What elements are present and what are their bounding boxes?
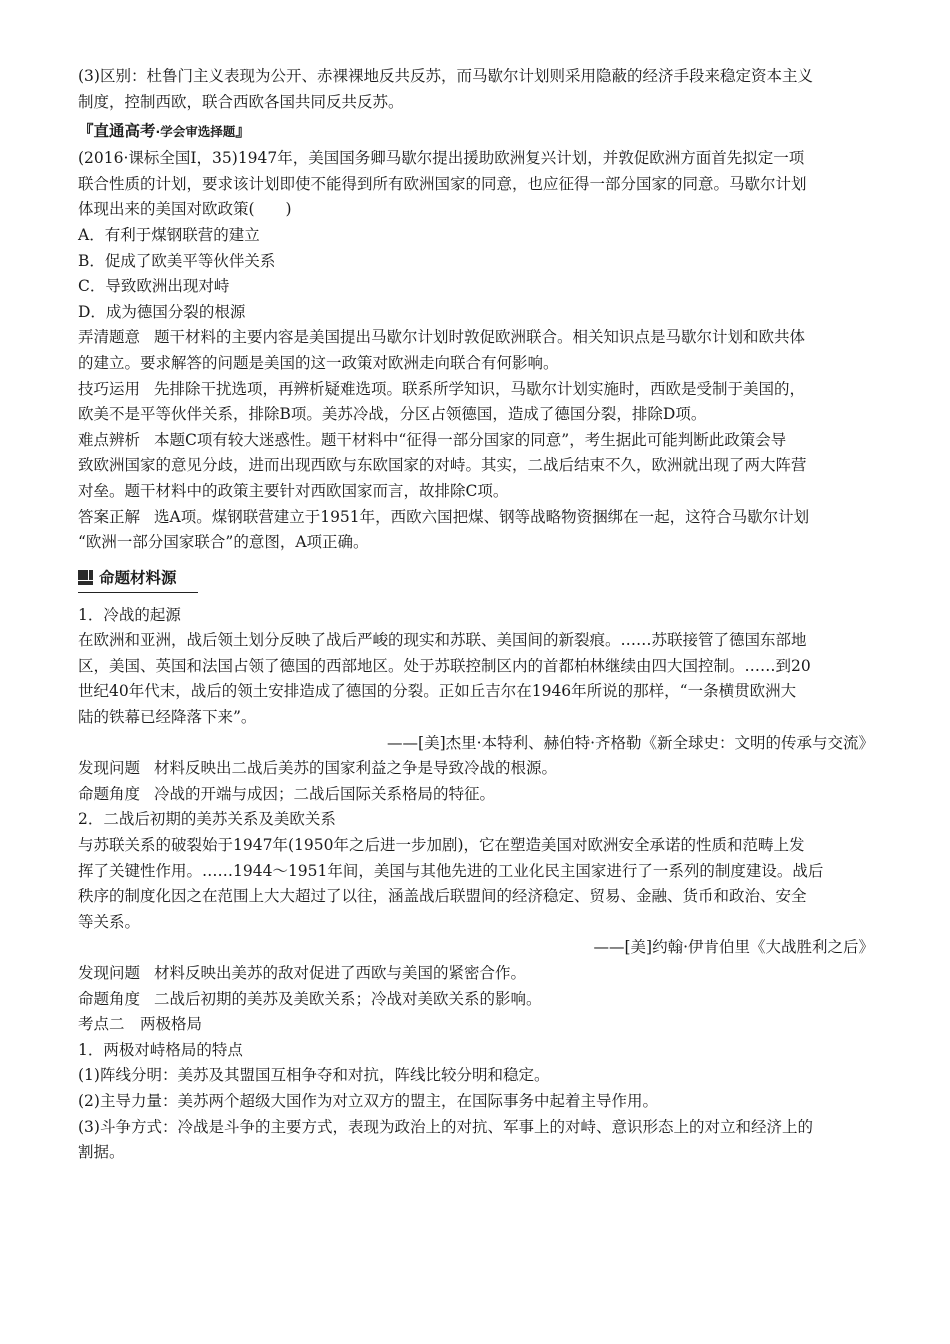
finding-text: 材料反映出美苏的敌对促进了西欧与美国的紧密合作。 [154,964,527,982]
finding-text: 材料反映出二战后美苏的国家利益之争是导致冷战的根源。 [154,759,558,778]
material-citation: ——[美]约翰·伊肯伯里《大战胜利之后》 [593,938,874,957]
analysis-label: 难点辨析 [78,430,141,449]
question-options [78,223,874,325]
question-line: 体现出来的美国对欧政策( ) [78,200,292,219]
analysis-label: 答案正解 [78,507,141,526]
question-line: 联合性质的计划，要求该计划即使不能得到所有欧洲国家的同意，也应征得一部分国家的同意。马歇尔计划 [78,174,807,193]
bracket-open: 『 [78,122,94,141]
analysis-label: 技巧运用 [78,379,141,398]
angle-line [78,782,874,808]
angle-label: 命题角度 [78,989,141,1008]
analysis-text: 本题C项有较大迷惑性。题干材料中“征得一部分国家的同意”，考生据此可能判断此政策会导 [154,430,787,449]
finding-label: 发现问题 [78,759,141,778]
point-item: (3)斗争方式：冷战是斗争的主要方式，表现为政治上的对抗、军事上的对峙、意识形态上的对立和经济上的 [78,1117,813,1136]
source-section-title: 命题材料源 [99,568,177,587]
analysis-text: 先排除干扰选项，再辨析疑难选项。联系所学知识，马歇尔计划实施时，西欧是受制于美国的， [154,379,806,398]
material-line: 等关系。 [78,912,141,931]
analysis-label: 弄清题意 [78,328,141,347]
analysis-technique [78,377,874,428]
point-item: (1)阵线分明：美苏及其盟国互相争夺和对抗，阵线比较分明和稳定。 [78,1066,550,1085]
finding-label: 发现问题 [78,964,141,982]
material-line: 与苏联关系的破裂始于1947年(1950年之后进一步加剧)，它在塑造美国对欧洲安全承诺的性质和范畴上发 [78,836,805,855]
material-line: 挥了关键性作用。……1944～1951年间，美国与其他先进的工业化民主国家进行了一系列的制度建设。战后 [78,861,824,880]
exam-section-subtitle: ·学会审选择题 [155,124,236,140]
material-2 [78,807,874,1012]
material-1 [78,603,874,808]
material-heading: 2．二战后初期的美苏关系及美欧关系 [78,810,336,829]
point-item: 割据。 [78,1143,125,1162]
material-line: 陆的铁幕已经降落下来”。 [78,708,257,727]
analysis-line [78,377,874,403]
analysis-understand [78,325,874,376]
analysis-text: 选A项。煤钢联营建立于1951年，西欧六国把煤、钢等战略物资捆绑在一起，这符合马歇尔计划 [154,507,810,526]
finding-line [78,961,874,987]
material-line: 在欧洲和亚洲，战后领土划分反映了战后严峻的现实和苏联、美国间的新裂痕。……苏联接管了德国东部地 [78,631,807,650]
analysis-text: 题干材料的主要内容是美国提出马歇尔计划时敦促欧洲联合。相关知识点是马歇尔计划和欧共体 [154,328,806,347]
material-citation: ——[美]杰里·本特利、赫伯特·齐格勒《新全球史：文明的传承与交流》 [387,733,874,752]
option-b: B．促成了欧美平等伙伴关系 [78,251,276,270]
angle-line [78,987,874,1013]
point-subheading: 1．两极对峙格局的特点 [78,1040,243,1059]
point-item: (2)主导力量：美苏两个超级大国作为对立双方的盟主，在国际事务中起着主导作用。 [78,1091,658,1110]
intro-line: (3)区别：杜鲁门主义表现为公开、赤裸裸地反共反苏，而马歇尔计划则采用隐蔽的经济手段来稳定资本主义 [78,67,813,85]
angle-text: 二战后初期的美苏及美欧关系；冷战对美欧关系的影响。 [154,989,542,1008]
finding-line [78,756,874,782]
exam-section-title: 直通高考 [93,122,156,141]
material-line: 世纪40年代末，战后的领土安排造成了德国的分裂。正如丘吉尔在1946年所说的那样，“一条横贯欧洲大 [78,682,797,701]
question-line: (2016·课标全国Ⅰ，35)1947年，美国国务卿马歇尔提出援助欧洲复兴计划，并敦促欧洲方面首先拟定一项 [78,149,805,168]
intro-line: 制度，控制西欧，联合西欧各国共同反共反苏。 [78,92,404,111]
source-section-heading [78,566,198,593]
option-c: C．导致欧洲出现对峙 [78,277,230,296]
material-line: 区，美国、英国和法国占领了德国的西部地区。处于苏联控制区内的首都柏林继续由四大国控制。……到20 [78,656,811,675]
square-block-icon [78,570,93,585]
analysis-difficulty [78,428,874,505]
point-heading: 考点二 两极格局 [78,1015,203,1034]
analysis-line [78,505,874,531]
material-heading: 1．冷战的起源 [78,605,181,624]
angle-label: 命题角度 [78,784,141,803]
analysis-line: 致欧洲国家的意见分歧，进而出现西欧与东欧国家的对峙。其实，二战后结束不久，欧洲就出现了两大阵营 [78,456,807,475]
bracket-close: 』 [235,122,251,141]
point-two [78,1012,874,1166]
analysis-line [78,428,874,454]
analysis-line: 对垒。题干材料中的政策主要针对西欧国家而言，故排除C项。 [78,481,509,500]
question-stem [78,146,874,223]
analysis-line: “欧洲一部分国家联合”的意图，A项正确。 [78,533,369,552]
analysis-line [78,325,874,351]
exam-section-heading [78,119,874,144]
angle-text: 冷战的开端与成因；二战后国际关系格局的特征。 [154,784,496,803]
option-d: D．成为德国分裂的根源 [78,302,246,321]
option-a: A．有利于煤钢联营的建立 [78,225,260,244]
analysis-answer [78,505,874,556]
analysis-line: 的建立。要求解答的问题是美国的这一政策对欧洲走向联合有何影响。 [78,353,559,372]
material-line: 秩序的制度化因之在范围上大大超过了以往，涵盖战后联盟间的经济稳定、贸易、金融、货币和政治、安全 [78,887,807,906]
analysis-line: 欧美不是平等伙伴关系，排除B项。美苏冷战，分区占领德国，造成了德国分裂，排除D项。 [78,405,707,424]
